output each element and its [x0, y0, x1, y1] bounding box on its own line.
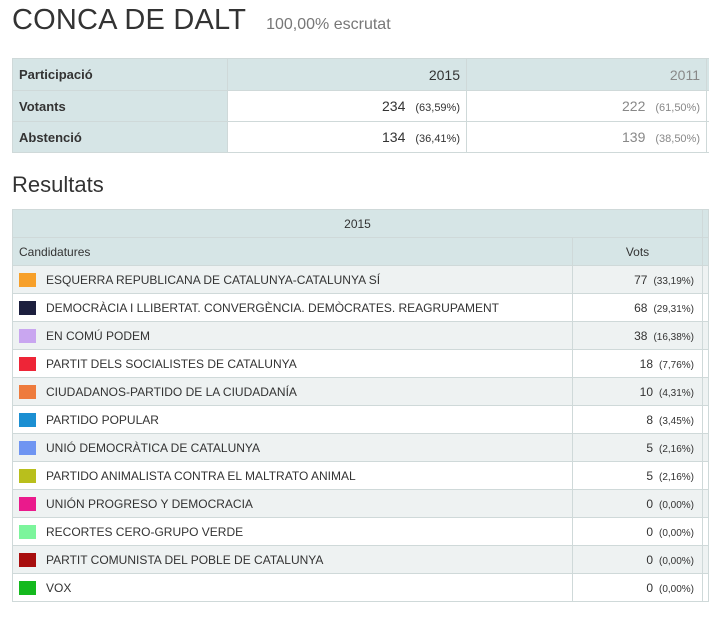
party-name: PARTIDO ANIMALISTA CONTRA EL MALTRATO ANIMAL	[46, 468, 356, 483]
column-header-candidatures: Candidatures	[13, 238, 573, 266]
results-edge	[703, 350, 709, 378]
results-edge	[703, 462, 709, 490]
participation-year-previous: 2011	[467, 59, 707, 91]
party-cell	[13, 322, 573, 350]
participation-header-row	[13, 59, 709, 91]
votes-count: 8	[646, 412, 653, 427]
votes-cell	[573, 266, 703, 294]
column-header-votes: Vots	[573, 238, 703, 266]
table-row	[13, 266, 709, 294]
participation-current-pct: (36,41%)	[415, 133, 460, 145]
votes-percentage: (3,45%)	[659, 415, 695, 427]
results-edge	[703, 518, 709, 546]
results-edge	[703, 210, 709, 238]
participation-row-votants	[13, 91, 709, 122]
votes-percentage: (0,00%)	[659, 527, 695, 539]
party-color-swatch	[19, 469, 36, 483]
participation-current-pct: (63,59%)	[415, 102, 460, 114]
votes-count: 10	[639, 384, 653, 399]
party-name: PARTIDO POPULAR	[46, 412, 159, 427]
party-cell	[13, 266, 573, 294]
votes-count: 5	[646, 440, 653, 455]
party-cell	[13, 350, 573, 378]
participation-row-abstencio	[13, 122, 709, 153]
party-cell	[13, 574, 573, 602]
party-cell	[13, 490, 573, 518]
votes-cell	[573, 406, 703, 434]
party-color-swatch	[19, 497, 36, 511]
votes-percentage: (7,76%)	[659, 359, 695, 371]
votes-percentage: (2,16%)	[659, 443, 695, 455]
party-color-swatch	[19, 525, 36, 539]
party-color-swatch	[19, 273, 36, 287]
participation-table	[12, 58, 709, 153]
party-color-swatch	[19, 441, 36, 455]
party-color-swatch	[19, 329, 36, 343]
party-name: PARTIT COMUNISTA DEL POBLE DE CATALUNYA	[46, 552, 324, 567]
table-row	[13, 490, 709, 518]
votes-percentage: (16,38%)	[653, 331, 695, 343]
party-color-swatch	[19, 385, 36, 399]
party-name: EN COMÚ PODEM	[46, 328, 151, 343]
party-color-swatch	[19, 301, 36, 315]
votes-count: 0	[646, 496, 653, 511]
participation-year-current: 2015	[228, 59, 467, 91]
party-name: DEMOCRÀCIA I LLIBERTAT. CONVERGÈNCIA. DEMÒCRATES. REAGRUPAMENT	[46, 300, 499, 315]
participation-current-cell	[228, 91, 467, 122]
party-cell	[13, 434, 573, 462]
party-cell	[13, 378, 573, 406]
table-row	[13, 350, 709, 378]
page-title: CONCA DE DALT	[12, 4, 247, 36]
participation-previous-value: 222	[622, 98, 646, 114]
participation-previous-pct: (38,50%)	[655, 133, 700, 145]
participation-current-cell	[228, 122, 467, 153]
votes-percentage: (0,00%)	[659, 555, 695, 567]
votes-cell	[573, 490, 703, 518]
table-row	[13, 434, 709, 462]
results-edge	[703, 574, 709, 602]
results-year-header: 2015	[13, 210, 703, 238]
table-row	[13, 518, 709, 546]
votes-cell	[573, 434, 703, 462]
party-color-swatch	[19, 357, 36, 371]
votes-count: 0	[646, 580, 653, 595]
table-row	[13, 406, 709, 434]
votes-percentage: (2,16%)	[659, 471, 695, 483]
party-color-swatch	[19, 413, 36, 427]
party-color-swatch	[19, 553, 36, 567]
participation-previous-value: 139	[622, 129, 646, 145]
party-cell	[13, 518, 573, 546]
table-row	[13, 462, 709, 490]
votes-cell	[573, 350, 703, 378]
results-edge	[703, 266, 709, 294]
participation-current-value: 134	[382, 129, 406, 145]
party-name: RECORTES CERO-GRUPO VERDE	[46, 524, 244, 539]
party-color-swatch	[19, 581, 36, 595]
page-header	[12, 4, 391, 44]
party-name: UNIÓN PROGRESO Y DEMOCRACIA	[46, 496, 253, 511]
results-edge	[703, 434, 709, 462]
votes-cell	[573, 322, 703, 350]
table-row	[13, 574, 709, 602]
votes-count: 77	[634, 272, 648, 287]
results-column-header-row	[13, 238, 709, 266]
party-name: UNIÓ DEMOCRÀTICA DE CATALUNYA	[46, 440, 261, 455]
party-cell	[13, 294, 573, 322]
votes-count: 38	[634, 328, 648, 343]
party-cell	[13, 462, 573, 490]
results-year-row	[13, 210, 709, 238]
results-edge	[703, 378, 709, 406]
votes-count: 18	[639, 356, 653, 371]
counted-status: 100,00% escrutat	[266, 16, 391, 33]
results-edge	[703, 322, 709, 350]
participation-row-label: Votants	[13, 91, 228, 122]
table-row	[13, 294, 709, 322]
results-section-title: Resultats	[12, 172, 104, 197]
votes-cell	[573, 294, 703, 322]
votes-percentage: (0,00%)	[659, 499, 695, 511]
votes-cell	[573, 546, 703, 574]
votes-percentage: (0,00%)	[659, 583, 695, 595]
votes-count: 0	[646, 524, 653, 539]
participation-current-value: 234	[382, 98, 406, 114]
results-edge	[703, 294, 709, 322]
votes-count: 0	[646, 552, 653, 567]
party-name: ESQUERRA REPUBLICANA DE CATALUNYA-CATALUNYA SÍ	[46, 272, 381, 287]
votes-cell	[573, 574, 703, 602]
votes-percentage: (29,31%)	[653, 303, 695, 315]
party-cell	[13, 546, 573, 574]
table-row	[13, 322, 709, 350]
votes-cell	[573, 462, 703, 490]
votes-percentage: (33,19%)	[653, 275, 695, 287]
votes-count: 68	[634, 300, 648, 315]
votes-percentage: (4,31%)	[659, 387, 695, 399]
votes-cell	[573, 378, 703, 406]
results-edge	[703, 546, 709, 574]
results-table	[12, 209, 709, 602]
participation-previous-cell	[467, 122, 707, 153]
table-row	[13, 546, 709, 574]
participation-row-label: Abstenció	[13, 122, 228, 153]
results-edge	[703, 490, 709, 518]
participation-previous-pct: (61,50%)	[655, 102, 700, 114]
party-name: CIUDADANOS-PARTIDO DE LA CIUDADANÍA	[46, 384, 297, 399]
party-name: PARTIT DELS SOCIALISTES DE CATALUNYA	[46, 356, 297, 371]
party-cell	[13, 406, 573, 434]
party-name: VOX	[46, 580, 72, 595]
table-row	[13, 378, 709, 406]
votes-count: 5	[646, 468, 653, 483]
votes-cell	[573, 518, 703, 546]
results-edge	[703, 238, 709, 266]
participation-previous-cell	[467, 91, 707, 122]
results-edge	[703, 406, 709, 434]
participation-header-label: Participació	[13, 59, 228, 91]
